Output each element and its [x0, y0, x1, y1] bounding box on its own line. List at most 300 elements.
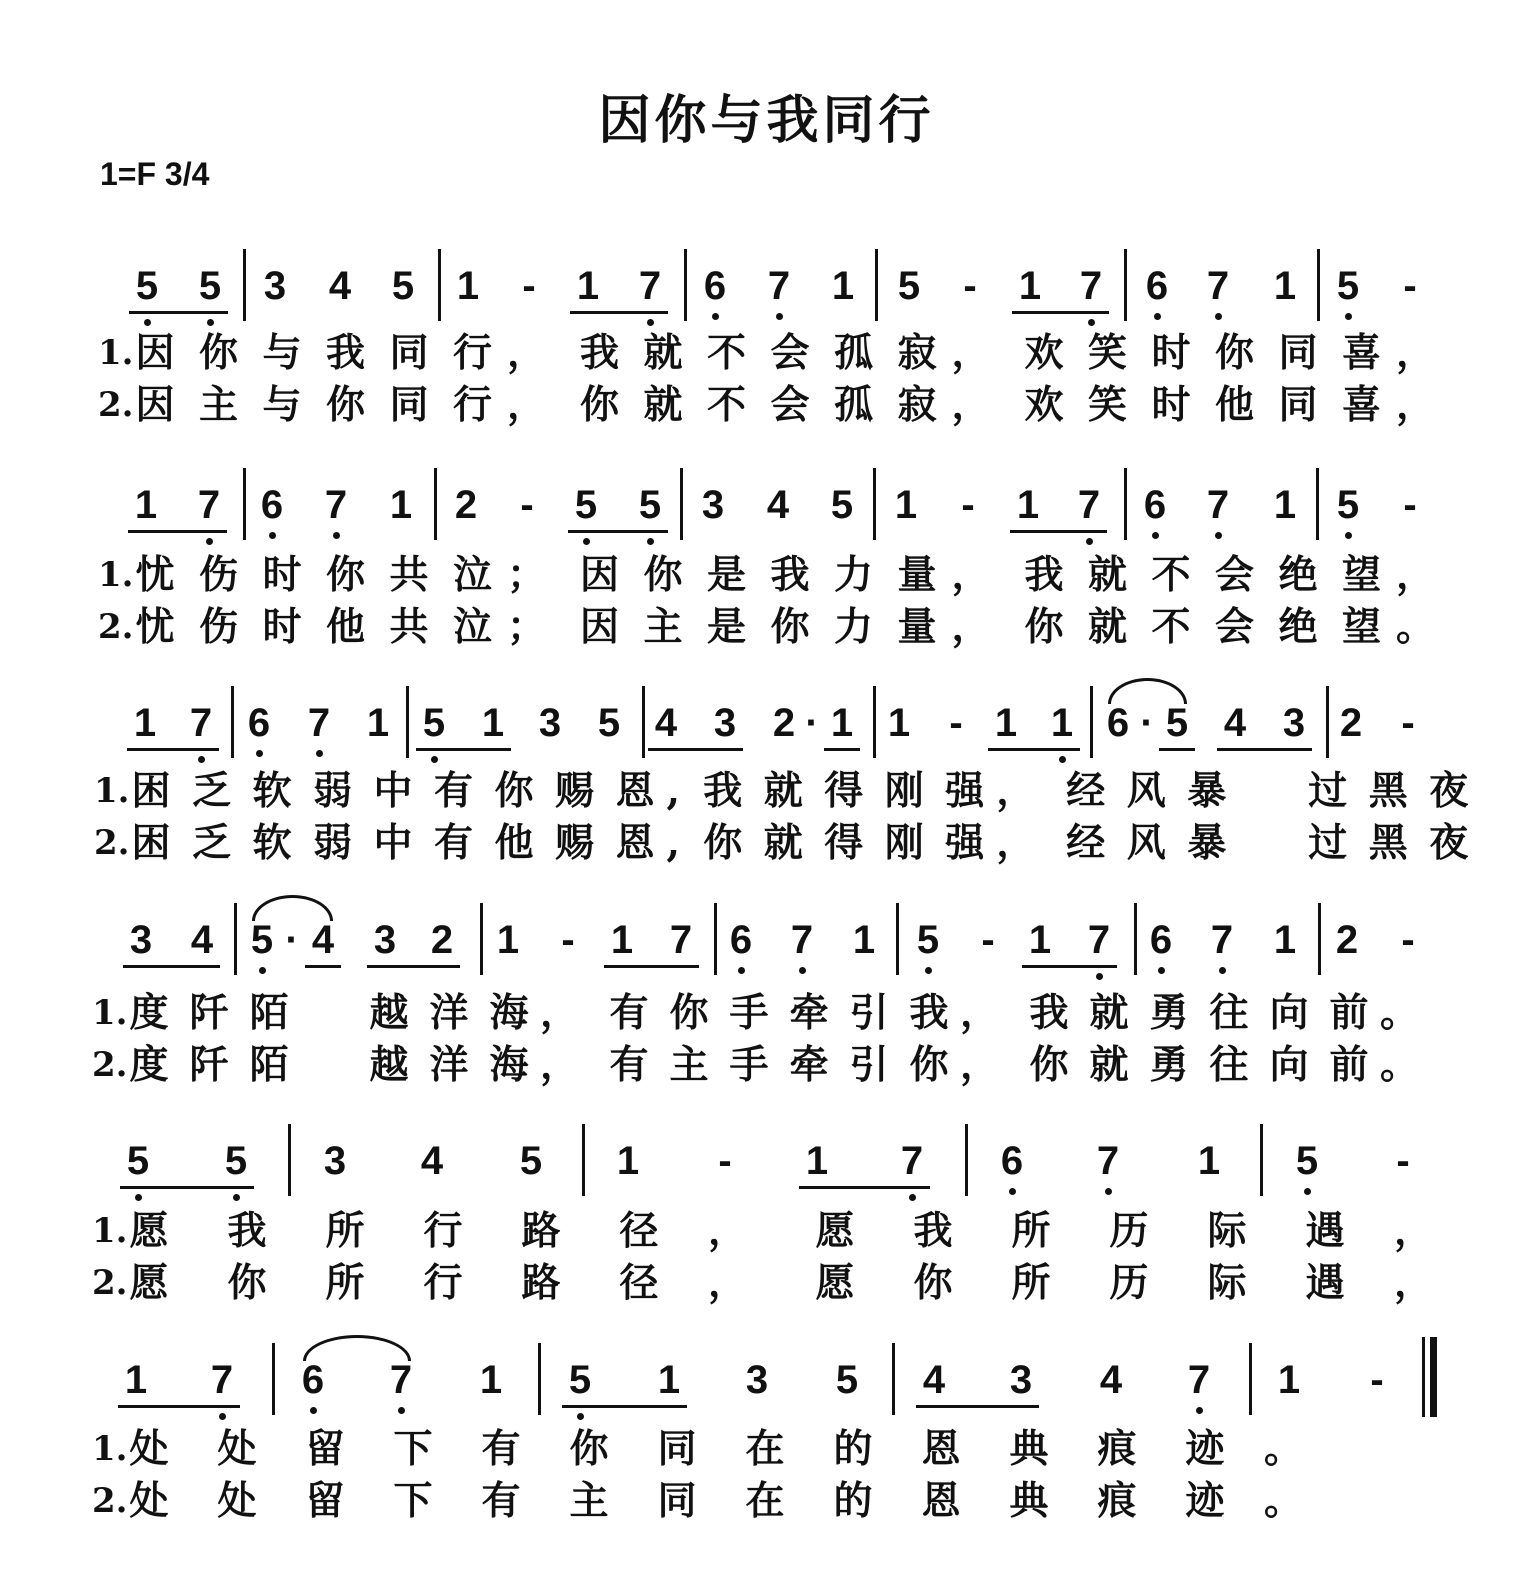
- note-digit: 3: [701, 483, 725, 527]
- lyric-char: 的: [833, 1426, 873, 1472]
- lyric-char: 我: [770, 552, 810, 598]
- barline: [538, 1343, 541, 1415]
- beam-underline: [118, 1405, 240, 1408]
- note-digit: 7: [1096, 1139, 1120, 1183]
- lyric-char: 力: [833, 604, 873, 650]
- lyric-char: ，: [1396, 330, 1436, 376]
- lyric-char: ，: [540, 990, 580, 1036]
- lyric-char: 。: [1396, 604, 1436, 650]
- note-digit: 7: [669, 918, 693, 962]
- low-octave-dot: [1345, 313, 1352, 320]
- note-digit: 5: [568, 1358, 592, 1402]
- lyric-char: 引: [849, 1042, 889, 1088]
- lyric-char: 与: [262, 382, 302, 428]
- low-octave-dot: [909, 1194, 916, 1201]
- lyric-char: 迹: [1185, 1478, 1225, 1524]
- lyric-char: 会: [1214, 604, 1254, 650]
- note-digit: 6: [1000, 1139, 1024, 1183]
- note-digit: 1: [610, 918, 634, 962]
- lyric-char: 我: [1029, 990, 1069, 1036]
- lyric-char: 欢: [1024, 330, 1064, 376]
- lyric-char: 黑: [1368, 768, 1408, 814]
- lyric-char: 不: [1151, 552, 1191, 598]
- lyric-char: 暴: [1187, 768, 1227, 814]
- verse-number: 2.: [92, 1263, 128, 1303]
- low-octave-dot: [198, 756, 205, 763]
- lyric-char: 你: [770, 604, 810, 650]
- lyric-char: 喜: [1341, 382, 1381, 428]
- lyric-char: 黑: [1368, 820, 1408, 866]
- note-digit: 5: [1336, 264, 1360, 308]
- lyric-char: 。: [1380, 1042, 1420, 1088]
- lyric-char: 是: [706, 604, 746, 650]
- lyric-char: 向: [1269, 1042, 1309, 1088]
- lyric-char: 陌: [249, 990, 289, 1036]
- barline: [892, 1343, 895, 1415]
- lyric-char: 过: [1308, 820, 1348, 866]
- lyric-char: 时: [1151, 382, 1191, 428]
- lyric-char: ，: [540, 1042, 580, 1088]
- low-octave-dot: [776, 313, 783, 320]
- lyric-char: 有: [433, 820, 473, 866]
- verse-number: 1.: [98, 333, 134, 373]
- lyric-char: 迹: [1185, 1426, 1225, 1472]
- note-digit: 2: [454, 483, 478, 527]
- lyric-char: 往: [1209, 990, 1249, 1036]
- note-digit: 5: [391, 264, 415, 308]
- lyric-char: 所: [325, 1208, 365, 1254]
- note-digit: 1: [496, 918, 520, 962]
- lyric-char: ，: [1394, 1208, 1434, 1254]
- note-digit: 7: [1206, 264, 1230, 308]
- lyric-char: 你: [669, 990, 709, 1036]
- note-digit: 5: [422, 701, 446, 745]
- lyric-char: 典: [1009, 1426, 1049, 1472]
- note-digit: 2: [430, 918, 454, 962]
- note-digit: 1: [994, 701, 1018, 745]
- lyric-char: 处: [217, 1426, 257, 1472]
- lyric-char: 就: [1089, 990, 1129, 1036]
- lyric-char: 你: [913, 1260, 953, 1306]
- lyric-char: 往: [1209, 1042, 1249, 1088]
- barline: [231, 686, 234, 758]
- verse-number: 1.: [92, 1429, 128, 1469]
- beam-underline: [562, 1405, 687, 1408]
- low-octave-dot: [1219, 967, 1226, 974]
- verse-number: 2.: [94, 823, 130, 863]
- lyric-char: 前: [1329, 1042, 1369, 1088]
- note-digit: 6: [729, 918, 753, 962]
- lyric-char: 同: [657, 1426, 697, 1472]
- lyric-char: 就: [763, 820, 803, 866]
- barline: [1316, 468, 1319, 540]
- lyric-char: 共: [389, 604, 429, 650]
- note-digit: 5: [830, 483, 854, 527]
- low-octave-dot: [1059, 756, 1066, 763]
- lyric-char: 。: [1264, 1426, 1304, 1472]
- low-octave-dot: [925, 967, 932, 974]
- lyric-char: ；: [507, 604, 547, 650]
- note-digit: 7: [197, 483, 221, 527]
- lyric-char: ，: [1396, 552, 1436, 598]
- sustain-dash: -: [718, 1139, 732, 1183]
- note-digit: 2: [1335, 918, 1359, 962]
- barline: [1249, 1343, 1252, 1415]
- note-digit: 4: [328, 264, 352, 308]
- verse-number: 2.: [92, 1045, 128, 1085]
- note-digit: 6: [301, 1358, 325, 1402]
- lyric-char: ，: [951, 382, 991, 428]
- lyric-char: 你: [1214, 330, 1254, 376]
- lyric-char: 风: [1126, 820, 1166, 866]
- note-digit: 4: [1099, 1358, 1123, 1402]
- note-digit: 1: [852, 918, 876, 962]
- beam-underline: [1012, 311, 1109, 314]
- lyric-char: 与: [262, 330, 302, 376]
- note-digit: 5: [916, 918, 940, 962]
- lyric-char: 痕: [1097, 1426, 1137, 1472]
- note-digit: 1: [831, 264, 855, 308]
- barline: [480, 903, 483, 975]
- low-octave-dot: [135, 1194, 142, 1201]
- lyric-char: 恩: [615, 768, 655, 814]
- key-signature: 1=F 3/4: [100, 156, 210, 192]
- note-digit: 7: [1087, 918, 1111, 962]
- lyric-char: 泣: [452, 552, 492, 598]
- lyric-char: 就: [643, 330, 683, 376]
- lyric-char: 望: [1341, 604, 1381, 650]
- note-digit: 3: [1282, 701, 1306, 745]
- lyric-char: 牵: [789, 990, 829, 1036]
- lyric-char: 望: [1341, 552, 1381, 598]
- beam-underline: [648, 748, 743, 751]
- lyric-char: ，: [960, 990, 1000, 1036]
- lyric-char: 时: [262, 604, 302, 650]
- lyric-char: 时: [1151, 330, 1191, 376]
- lyric-char: 就: [1087, 604, 1127, 650]
- lyric-char: 留: [305, 1426, 345, 1472]
- note-digit: 7: [1077, 483, 1101, 527]
- lyric-char: 弱: [312, 820, 352, 866]
- sustain-dash: -: [1370, 1358, 1384, 1402]
- sustain-dash: -: [981, 918, 995, 962]
- lyric-char: 孤: [833, 382, 873, 428]
- low-octave-dot: [1345, 532, 1352, 539]
- lyric-char: 遇: [1305, 1260, 1345, 1306]
- low-octave-dot: [259, 967, 266, 974]
- beam-underline: [604, 965, 699, 968]
- lyric-char: 不: [706, 330, 746, 376]
- lyric-char: 忧: [135, 604, 175, 650]
- lyric-char: 软: [252, 768, 292, 814]
- lyric-char: 你: [227, 1260, 267, 1306]
- note-digit: 7: [307, 701, 331, 745]
- lyric-char: 有: [433, 768, 473, 814]
- lyric-char: 同: [389, 382, 429, 428]
- note-digit: 2: [772, 701, 796, 745]
- lyric-char: 夜: [1429, 820, 1469, 866]
- lyric-char: 因: [579, 552, 619, 598]
- lyric-char: 你: [579, 382, 619, 428]
- note-digit: 1: [830, 701, 854, 745]
- note-digit: 6: [247, 701, 271, 745]
- note-digit: 7: [1210, 918, 1234, 962]
- lyric-char: 我: [325, 330, 365, 376]
- lyric-char: ，: [708, 1260, 748, 1306]
- barline: [234, 903, 237, 975]
- lyric-char: 困: [131, 820, 171, 866]
- note-digit: 5: [224, 1139, 248, 1183]
- sustain-dash: -: [561, 918, 575, 962]
- verse-number: 1.: [92, 1211, 128, 1251]
- sustain-dash: -: [961, 483, 975, 527]
- lyric-char: 笑: [1087, 330, 1127, 376]
- barline: [680, 468, 683, 540]
- low-octave-dot: [1304, 1188, 1311, 1195]
- low-octave-dot: [310, 1407, 317, 1414]
- note-digit: 7: [1187, 1358, 1211, 1402]
- lyric-char: 下: [393, 1478, 433, 1524]
- note-digit: 5: [835, 1358, 859, 1402]
- low-octave-dot: [431, 756, 438, 763]
- lyric-char: 恩: [921, 1426, 961, 1472]
- lyric-char: ；: [507, 552, 547, 598]
- barline: [1134, 903, 1137, 975]
- lyric-char: 因: [579, 604, 619, 650]
- lyric-char: 际: [1207, 1260, 1247, 1306]
- lyric-char: 愿: [129, 1260, 169, 1306]
- lyric-char: 风: [1126, 768, 1166, 814]
- lyric-char: 你: [325, 552, 365, 598]
- barline: [873, 468, 876, 540]
- lyric-char: 行: [452, 382, 492, 428]
- note-digit: 1: [124, 1358, 148, 1402]
- lyric-char: 。: [1380, 990, 1420, 1036]
- lyric-char: 同: [1278, 330, 1318, 376]
- beam-underline: [305, 965, 341, 968]
- barline: [1124, 468, 1127, 540]
- lyric-char: 伤: [198, 552, 238, 598]
- lyric-char: 度: [129, 990, 169, 1036]
- low-octave-dot: [1215, 313, 1222, 320]
- barline: [434, 468, 437, 540]
- note-digit: 5: [135, 264, 159, 308]
- lyric-char: 前: [1329, 990, 1369, 1036]
- lyric-char: 孤: [833, 330, 873, 376]
- lyric-char: 路: [521, 1260, 561, 1306]
- lyric-char: 你: [643, 552, 683, 598]
- lyric-char: 因: [135, 382, 175, 428]
- lyric-char: 所: [325, 1260, 365, 1306]
- barline: [438, 249, 441, 321]
- note-digit: 6: [1106, 701, 1130, 745]
- note-digit: 4: [1223, 701, 1247, 745]
- lyric-char: 有: [481, 1478, 521, 1524]
- note-digit: 3: [323, 1139, 347, 1183]
- note-digit: 7: [189, 701, 213, 745]
- lyric-char: 就: [1087, 552, 1127, 598]
- note-digit: 5: [597, 701, 621, 745]
- lyric-char: 喜: [1341, 330, 1381, 376]
- lyric-char: 阡: [189, 990, 229, 1036]
- note-digit: 1: [894, 483, 918, 527]
- note-digit: 5: [638, 483, 662, 527]
- low-octave-dot: [1152, 532, 1159, 539]
- note-digit: 1: [616, 1139, 640, 1183]
- slur-arc: [303, 1335, 411, 1361]
- barline: [896, 903, 899, 975]
- beam-underline: [799, 1186, 930, 1189]
- lyric-char: 牵: [789, 1042, 829, 1088]
- note-digit: 5: [1165, 701, 1189, 745]
- low-octave-dot: [1154, 313, 1161, 320]
- lyric-char: 暴: [1187, 820, 1227, 866]
- note-digit: 1: [133, 701, 157, 745]
- lyric-char: 不: [706, 382, 746, 428]
- lyric-char: 他: [1214, 382, 1254, 428]
- lyric-char: 手: [729, 1042, 769, 1088]
- beam-underline: [1022, 965, 1117, 968]
- sustain-dash: -: [520, 483, 534, 527]
- lyric-char: 他: [325, 604, 365, 650]
- lyric-char: 中: [373, 820, 413, 866]
- note-digit: 6: [703, 264, 727, 308]
- lyric-char: 你: [1024, 604, 1064, 650]
- lyric-char: 乏: [191, 768, 231, 814]
- note-digit: 7: [1206, 483, 1230, 527]
- lyric-char: 洋: [429, 1042, 469, 1088]
- note-digit: 2: [1339, 701, 1363, 745]
- lyric-char: 手: [729, 990, 769, 1036]
- lyric-char: 寂: [897, 330, 937, 376]
- low-octave-dot: [712, 313, 719, 320]
- note-digit: 4: [190, 918, 214, 962]
- barline: [243, 468, 246, 540]
- lyric-char: 泣: [452, 604, 492, 650]
- lyric-char: 乏: [191, 820, 231, 866]
- low-octave-dot: [647, 319, 654, 326]
- lyric-char: 典: [1009, 1478, 1049, 1524]
- beam-underline: [127, 748, 219, 751]
- lyric-char: 我: [703, 768, 743, 814]
- low-octave-dot: [144, 319, 151, 326]
- lyric-char: 就: [643, 382, 683, 428]
- note-digit: 4: [766, 483, 790, 527]
- note-digit: 7: [210, 1358, 234, 1402]
- low-octave-dot: [1009, 1188, 1016, 1195]
- lyric-char: 我: [1024, 552, 1064, 598]
- lyric-char: 越: [369, 990, 409, 1036]
- beam-underline: [824, 748, 860, 751]
- barline: [642, 686, 645, 758]
- note-digit: 1: [576, 264, 600, 308]
- note-digit: 5: [897, 264, 921, 308]
- lyric-char: 是: [706, 552, 746, 598]
- lyric-char: 陌: [249, 1042, 289, 1088]
- barline: [1124, 249, 1127, 321]
- lyric-char: ，: [1394, 1260, 1434, 1306]
- lyric-char: ，: [507, 382, 547, 428]
- note-digit: 3: [373, 918, 397, 962]
- lyric-char: 就: [1089, 1042, 1129, 1088]
- barline: [406, 686, 409, 758]
- lyric-char: 过: [1308, 768, 1348, 814]
- verse-number: 2.: [98, 607, 134, 647]
- lyric-char: ，: [996, 768, 1036, 814]
- barline: [272, 1343, 275, 1415]
- lyric-char: 经: [1066, 820, 1106, 866]
- lyric-char: 下: [393, 1426, 433, 1472]
- lyric-char: 你: [198, 330, 238, 376]
- lyric-char: ,: [666, 820, 681, 866]
- lyric-char: 会: [770, 382, 810, 428]
- lyric-char: 有: [481, 1426, 521, 1472]
- lyric-char: 同: [1278, 382, 1318, 428]
- low-octave-dot: [647, 538, 654, 545]
- lyric-char: 愿: [815, 1260, 855, 1306]
- lyric-char: 处: [129, 1426, 169, 1472]
- note-digit: 1: [1197, 1139, 1221, 1183]
- note-digit: 6: [1143, 483, 1167, 527]
- verse-number: 1.: [92, 993, 128, 1033]
- barline: [1318, 903, 1321, 975]
- note-digit: 4: [654, 701, 678, 745]
- note-digit: 1: [134, 483, 158, 527]
- song-title: 因你与我同行: [598, 91, 935, 151]
- lyric-char: 径: [619, 1208, 659, 1254]
- lyric-char: 主: [669, 1042, 709, 1088]
- lyric-char: 勇: [1149, 990, 1189, 1036]
- final-barline-thick: [1430, 1337, 1437, 1417]
- lyric-char: 处: [217, 1478, 257, 1524]
- note-digit: 3: [1009, 1358, 1033, 1402]
- lyric-char: 强: [945, 768, 985, 814]
- note-digit: 1: [1277, 1358, 1301, 1402]
- beam-underline: [570, 311, 668, 314]
- lyric-char: 不: [1151, 604, 1191, 650]
- note-digit: 6: [260, 483, 284, 527]
- lyric-char: 所: [1011, 1260, 1051, 1306]
- note-digit: 7: [767, 264, 791, 308]
- final-barline-thin: [1422, 1337, 1425, 1417]
- lyric-char: 他: [494, 820, 534, 866]
- note-digit: 5: [126, 1139, 150, 1183]
- note-digit: 5: [574, 483, 598, 527]
- lyric-char: ，: [507, 330, 547, 376]
- lyric-char: 主: [643, 604, 683, 650]
- note-digit: 3: [713, 701, 737, 745]
- lyric-char: 恩: [921, 1478, 961, 1524]
- lyric-char: 主: [198, 382, 238, 428]
- barline: [714, 903, 717, 975]
- augmentation-dot: ·: [285, 918, 299, 962]
- beam-underline: [568, 530, 668, 533]
- lyric-char: 寂: [897, 382, 937, 428]
- lyric-char: 我: [913, 1208, 953, 1254]
- note-digit: 1: [1273, 264, 1297, 308]
- beam-underline: [123, 965, 220, 968]
- beam-underline: [128, 530, 227, 533]
- lyric-char: 际: [1207, 1208, 1247, 1254]
- lyric-char: 你: [1029, 1042, 1069, 1088]
- lyric-char: 痕: [1097, 1478, 1137, 1524]
- lyric-char: 处: [129, 1478, 169, 1524]
- beam-underline: [1217, 748, 1312, 751]
- lyric-char: 中: [373, 768, 413, 814]
- note-digit: 7: [1079, 264, 1103, 308]
- note-digit: 4: [420, 1139, 444, 1183]
- note-digit: 1: [366, 701, 390, 745]
